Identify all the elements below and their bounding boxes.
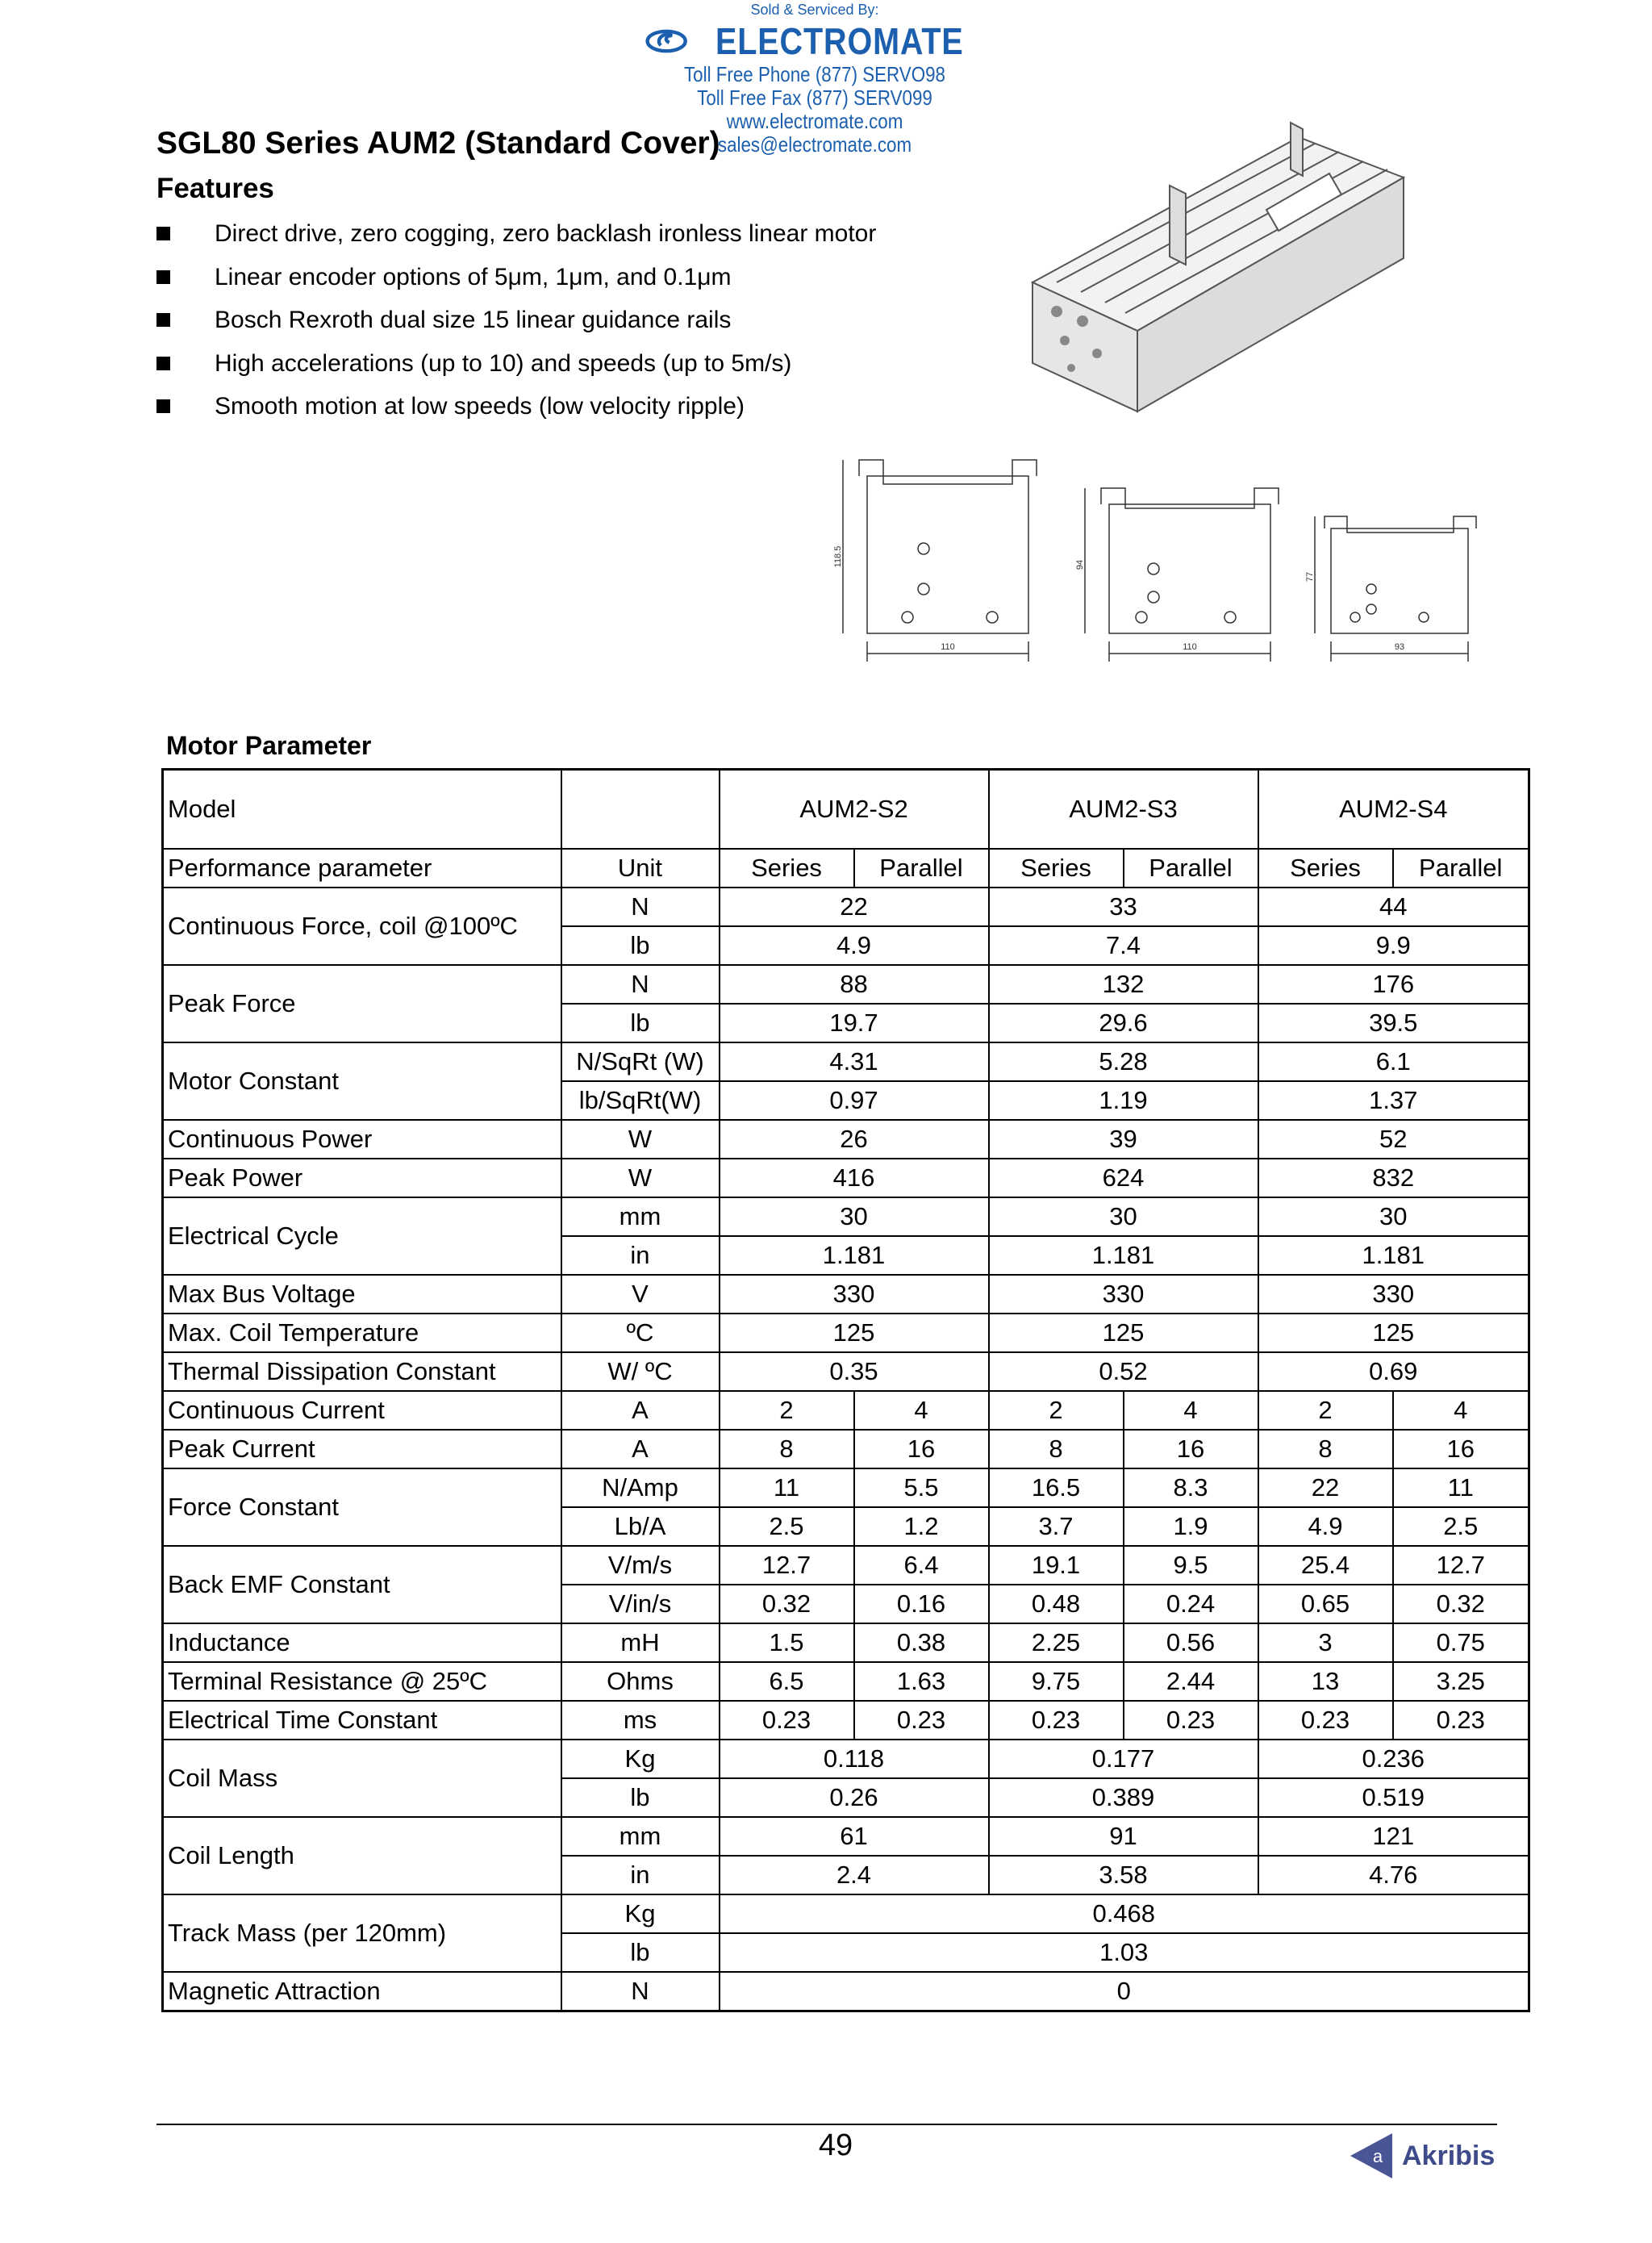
parallel-header: Parallel (1124, 849, 1258, 888)
parameter-name: Back EMF Constant (163, 1546, 561, 1623)
parameter-value: 8.3 (1124, 1468, 1258, 1507)
parameter-value: 26 (720, 1120, 989, 1159)
parameter-unit: N/SqRt (W) (561, 1042, 720, 1081)
parameter-name: Max Bus Voltage (163, 1275, 561, 1314)
parameter-name: Peak Power (163, 1159, 561, 1197)
parameter-value: 16 (1393, 1430, 1529, 1468)
dealer-brand-name: ELECTROMATE (715, 20, 964, 62)
parameter-value: 52 (1258, 1120, 1529, 1159)
parameter-value: 1.181 (1258, 1236, 1529, 1275)
parameter-value: 125 (989, 1314, 1258, 1352)
parameter-unit: lb (561, 1778, 720, 1817)
parameter-value: 19.7 (720, 1004, 989, 1042)
parameter-value: 2.44 (1124, 1662, 1258, 1701)
parameter-value: 121 (1258, 1817, 1529, 1856)
parameter-name: Continuous Current (163, 1391, 561, 1430)
parameter-value: 12.7 (720, 1546, 854, 1585)
parameter-value: 22 (720, 888, 989, 926)
parameter-value: 11 (1393, 1468, 1529, 1507)
feature-item (156, 346, 876, 390)
parallel-header: Parallel (1393, 849, 1529, 888)
parameter-row (163, 1972, 1529, 2011)
parameter-value: 22 (1258, 1468, 1393, 1507)
parameter-value: 2.5 (720, 1507, 854, 1546)
parameter-value: 4 (1124, 1391, 1258, 1430)
parameter-unit: N (561, 888, 720, 926)
parameter-value: 30 (1258, 1197, 1529, 1236)
parameter-value: 0 (720, 1972, 1529, 2011)
parameter-row (163, 1352, 1529, 1391)
dimension-drawings (831, 452, 1492, 670)
feature-text: Direct drive, zero cogging, zero backlash ironless linear motor (215, 220, 877, 247)
parameter-name: Coil Length (163, 1817, 561, 1894)
parameter-value: 0.23 (1258, 1701, 1393, 1740)
parameter-value: 330 (989, 1275, 1258, 1314)
parameter-unit: Ohms (561, 1662, 720, 1701)
page-number: 49 (818, 2128, 853, 2162)
dealer-phone: Toll Free Phone (877) SERVO98 (683, 62, 945, 86)
performance-parameter-header: Performance parameter (163, 849, 561, 888)
parameter-value: 832 (1258, 1159, 1529, 1197)
parameter-name: Max. Coil Temperature (163, 1314, 561, 1352)
parameter-value: 25.4 (1258, 1546, 1393, 1585)
parameter-value: 13 (1258, 1662, 1393, 1701)
parameter-value: 0.23 (854, 1701, 989, 1740)
parameter-value: 0.38 (854, 1623, 989, 1662)
parameter-row (163, 1159, 1529, 1197)
parameter-value: 132 (989, 965, 1258, 1004)
model-name: AUM2-S3 (989, 770, 1258, 850)
parameter-value: 2 (989, 1391, 1124, 1430)
parameter-value: 3.58 (989, 1856, 1258, 1894)
parameter-unit: N/Amp (561, 1468, 720, 1507)
parameter-unit: Kg (561, 1894, 720, 1933)
feature-text: Linear encoder options of 5μm, 1μm, and 0.1μm (215, 263, 732, 290)
feature-item (156, 216, 876, 260)
svg-text:a: a (1372, 2146, 1383, 2166)
square-bullet-icon (156, 399, 170, 413)
parameter-value: 1.63 (854, 1662, 989, 1701)
parameter-unit: lb (561, 1004, 720, 1042)
parameter-row (163, 1275, 1529, 1314)
parameter-row (163, 1546, 1529, 1585)
parameter-value: 3.25 (1393, 1662, 1529, 1701)
parameter-value: 6.4 (854, 1546, 989, 1585)
parameter-value: 5.5 (854, 1468, 989, 1507)
parameter-unit: mm (561, 1817, 720, 1856)
drawing-3-height: 77 (1305, 571, 1315, 583)
parameter-name: Coil Mass (163, 1740, 561, 1817)
parameter-unit: A (561, 1430, 720, 1468)
series-header: Series (720, 849, 854, 888)
model-name: AUM2-S4 (1258, 770, 1529, 850)
parameter-value: 624 (989, 1159, 1258, 1197)
parameter-name: Motor Constant (163, 1042, 561, 1120)
model-label: Model (163, 770, 561, 850)
parameter-name: Inductance (163, 1623, 561, 1662)
model-unit-blank (561, 770, 720, 850)
parameter-row (163, 1623, 1529, 1662)
parameter-row (163, 965, 1529, 1004)
parameter-row (163, 1120, 1529, 1159)
parameter-unit: Kg (561, 1740, 720, 1778)
parameter-value: 1.03 (720, 1933, 1529, 1972)
parameter-value: 2.25 (989, 1623, 1124, 1662)
parameter-value: 3 (1258, 1623, 1393, 1662)
dealer-logo (645, 19, 984, 63)
parameter-name: Thermal Dissipation Constant (163, 1352, 561, 1391)
parameter-value: 0.97 (720, 1081, 989, 1120)
parameter-value: 1.9 (1124, 1507, 1258, 1546)
parameter-row (163, 1740, 1529, 1778)
parameter-name: Peak Current (163, 1430, 561, 1468)
parameter-value: 0.177 (989, 1740, 1258, 1778)
parameter-value: 4.31 (720, 1042, 989, 1081)
parameter-value: 0.24 (1124, 1585, 1258, 1623)
parameter-value: 0.56 (1124, 1623, 1258, 1662)
parameter-value: 29.6 (989, 1004, 1258, 1042)
parameter-value: 0.26 (720, 1778, 989, 1817)
parameter-value: 0.468 (720, 1894, 1529, 1933)
feature-text: Smooth motion at low speeds (low velocity ripple) (215, 393, 745, 420)
parameter-value: 19.1 (989, 1546, 1124, 1585)
parameter-value: 4.76 (1258, 1856, 1529, 1894)
feature-item (156, 389, 876, 432)
parameter-value: 416 (720, 1159, 989, 1197)
dealer-website[interactable]: www.electromate.com (726, 109, 903, 133)
parameter-value: 6.5 (720, 1662, 854, 1701)
drawing-3-width: 93 (1394, 642, 1405, 652)
parameter-value: 2.4 (720, 1856, 989, 1894)
parameter-value: 2 (1258, 1391, 1393, 1430)
parameter-value: 0.35 (720, 1352, 989, 1391)
parameter-value: 1.5 (720, 1623, 854, 1662)
model-row (163, 770, 1529, 850)
model-name: AUM2-S2 (720, 770, 989, 850)
parameter-row (163, 1391, 1529, 1430)
akribis-logo (1347, 2130, 1495, 2182)
feature-text: Bosch Rexroth dual size 15 linear guidance rails (215, 307, 732, 333)
parameter-value: 0.23 (1124, 1701, 1258, 1740)
parameter-unit: ms (561, 1701, 720, 1740)
motor-parameter-heading: Motor Parameter (166, 731, 372, 760)
feature-item (156, 303, 876, 346)
parameter-value: 1.181 (989, 1236, 1258, 1275)
parameter-name: Electrical Time Constant (163, 1701, 561, 1740)
parameter-name: Continuous Force, coil @100ºC (163, 888, 561, 965)
parameter-value: 0.236 (1258, 1740, 1529, 1778)
parameter-unit: ºC (561, 1314, 720, 1352)
parameter-name: Peak Force (163, 965, 561, 1042)
parameter-value: 8 (989, 1430, 1124, 1468)
parameter-value: 88 (720, 965, 989, 1004)
parameter-value: 6.1 (1258, 1042, 1529, 1081)
parameter-name: Terminal Resistance @ 25ºC (163, 1662, 561, 1701)
parameter-value: 4 (854, 1391, 989, 1430)
akribis-triangle-icon (1347, 2132, 1395, 2180)
parameter-value: 0.52 (989, 1352, 1258, 1391)
parameter-row (163, 1430, 1529, 1468)
sold-by-label: Sold & Serviced By: (750, 2, 879, 18)
parameter-unit: lb (561, 1933, 720, 1972)
parameter-row (163, 1197, 1529, 1236)
parameter-value: 11 (720, 1468, 854, 1507)
parameter-unit: lb (561, 926, 720, 965)
parameter-value: 4.9 (1258, 1507, 1393, 1546)
page-title: SGL80 Series AUM2 (Standard Cover) (156, 126, 720, 161)
parameter-unit: Lb/A (561, 1507, 720, 1546)
parameter-value: 0.519 (1258, 1778, 1529, 1817)
feature-item (156, 260, 876, 303)
square-bullet-icon (156, 357, 170, 370)
parameter-name: Continuous Power (163, 1120, 561, 1159)
unit-header: Unit (561, 849, 720, 888)
parameter-value: 0.23 (989, 1701, 1124, 1740)
parameter-value: 2 (720, 1391, 854, 1430)
series-header: Series (1258, 849, 1393, 888)
parameter-value: 0.65 (1258, 1585, 1393, 1623)
parameter-value: 125 (1258, 1314, 1529, 1352)
parameter-value: 0.389 (989, 1778, 1258, 1817)
parameter-value: 33 (989, 888, 1258, 926)
parameter-value: 12.7 (1393, 1546, 1529, 1585)
parameter-value: 0.118 (720, 1740, 989, 1778)
drawing-2-width: 110 (1183, 642, 1197, 652)
parameter-value: 9.5 (1124, 1546, 1258, 1585)
parameter-value: 9.75 (989, 1662, 1124, 1701)
product-illustration (1024, 121, 1412, 428)
parameter-row (163, 1894, 1529, 1933)
parameter-value: 30 (989, 1197, 1258, 1236)
parameter-value: 0.32 (1393, 1585, 1529, 1623)
parameter-name: Magnetic Attraction (163, 1972, 561, 2011)
parameter-unit: in (561, 1236, 720, 1275)
feature-text: High accelerations (up to 10) and speeds (up to 5m/s) (215, 349, 792, 377)
parameter-value: 16 (854, 1430, 989, 1468)
drawing-1-height: 118.5 (833, 545, 843, 568)
features-heading: Features (156, 173, 274, 204)
series-header: Series (989, 849, 1124, 888)
parameter-value: 39 (989, 1120, 1258, 1159)
parameter-row (163, 1042, 1529, 1081)
motor-parameter-table (161, 768, 1530, 2012)
parameter-value: 4 (1393, 1391, 1529, 1430)
parameter-unit: V/in/s (561, 1585, 720, 1623)
parameter-value: 0.69 (1258, 1352, 1529, 1391)
parameter-value: 176 (1258, 965, 1529, 1004)
brand-name: Akribis (1402, 2140, 1496, 2171)
parameter-value: 39.5 (1258, 1004, 1529, 1042)
parameter-unit: V (561, 1275, 720, 1314)
parameter-value: 4.9 (720, 926, 989, 965)
electromate-swirl-icon (645, 25, 687, 57)
parameter-value: 0.48 (989, 1585, 1124, 1623)
parameter-value: 330 (720, 1275, 989, 1314)
square-bullet-icon (156, 270, 170, 284)
parameter-value: 3.7 (989, 1507, 1124, 1546)
parameter-unit: W (561, 1120, 720, 1159)
parameter-value: 330 (1258, 1275, 1529, 1314)
parameter-unit: mm (561, 1197, 720, 1236)
parameter-value: 44 (1258, 888, 1529, 926)
parameter-value: 0.16 (854, 1585, 989, 1623)
parameter-unit: N (561, 965, 720, 1004)
parameter-row (163, 1817, 1529, 1856)
parameter-value: 1.19 (989, 1081, 1258, 1120)
parameter-row (163, 888, 1529, 926)
parameter-name: Force Constant (163, 1468, 561, 1546)
parameter-value: 0.23 (1393, 1701, 1529, 1740)
parameter-value: 5.28 (989, 1042, 1258, 1081)
parameter-unit: mH (561, 1623, 720, 1662)
features-list (156, 216, 876, 432)
parameter-value: 0.23 (720, 1701, 854, 1740)
parameter-name: Electrical Cycle (163, 1197, 561, 1275)
parameter-value: 61 (720, 1817, 989, 1856)
parameter-unit: N (561, 1972, 720, 2011)
parameter-value: 9.9 (1258, 926, 1529, 965)
header-row (163, 849, 1529, 888)
parameter-value: 1.2 (854, 1507, 989, 1546)
parameter-row (163, 1468, 1529, 1507)
parallel-header: Parallel (854, 849, 989, 888)
parameter-value: 8 (1258, 1430, 1393, 1468)
parameter-unit: V/m/s (561, 1546, 720, 1585)
parameter-name: Track Mass (per 120mm) (163, 1894, 561, 1972)
parameter-value: 8 (720, 1430, 854, 1468)
square-bullet-icon (156, 227, 170, 240)
parameter-value: 16.5 (989, 1468, 1124, 1507)
parameter-value: 0.75 (1393, 1623, 1529, 1662)
parameter-row (163, 1662, 1529, 1701)
parameter-value: 125 (720, 1314, 989, 1352)
parameter-unit: A (561, 1391, 720, 1430)
parameter-value: 91 (989, 1817, 1258, 1856)
square-bullet-icon (156, 313, 170, 327)
parameter-value: 30 (720, 1197, 989, 1236)
parameter-row (163, 1701, 1529, 1740)
dealer-email[interactable]: sales@electromate.com (717, 132, 912, 157)
drawing-1-width: 110 (941, 642, 955, 652)
parameter-value: 7.4 (989, 926, 1258, 965)
footer-divider (156, 2124, 1497, 2125)
parameter-value: 1.37 (1258, 1081, 1529, 1120)
parameter-value: 1.181 (720, 1236, 989, 1275)
parameter-unit: in (561, 1856, 720, 1894)
parameter-row (163, 1314, 1529, 1352)
parameter-value: 16 (1124, 1430, 1258, 1468)
dealer-fax: Toll Free Fax (877) SERV099 (697, 86, 932, 110)
parameter-unit: lb/SqRt(W) (561, 1081, 720, 1120)
parameter-unit: W (561, 1159, 720, 1197)
parameter-value: 2.5 (1393, 1507, 1529, 1546)
parameter-unit: W/ ºC (561, 1352, 720, 1391)
drawing-2-height: 94 (1075, 559, 1085, 570)
parameter-value: 0.32 (720, 1585, 854, 1623)
